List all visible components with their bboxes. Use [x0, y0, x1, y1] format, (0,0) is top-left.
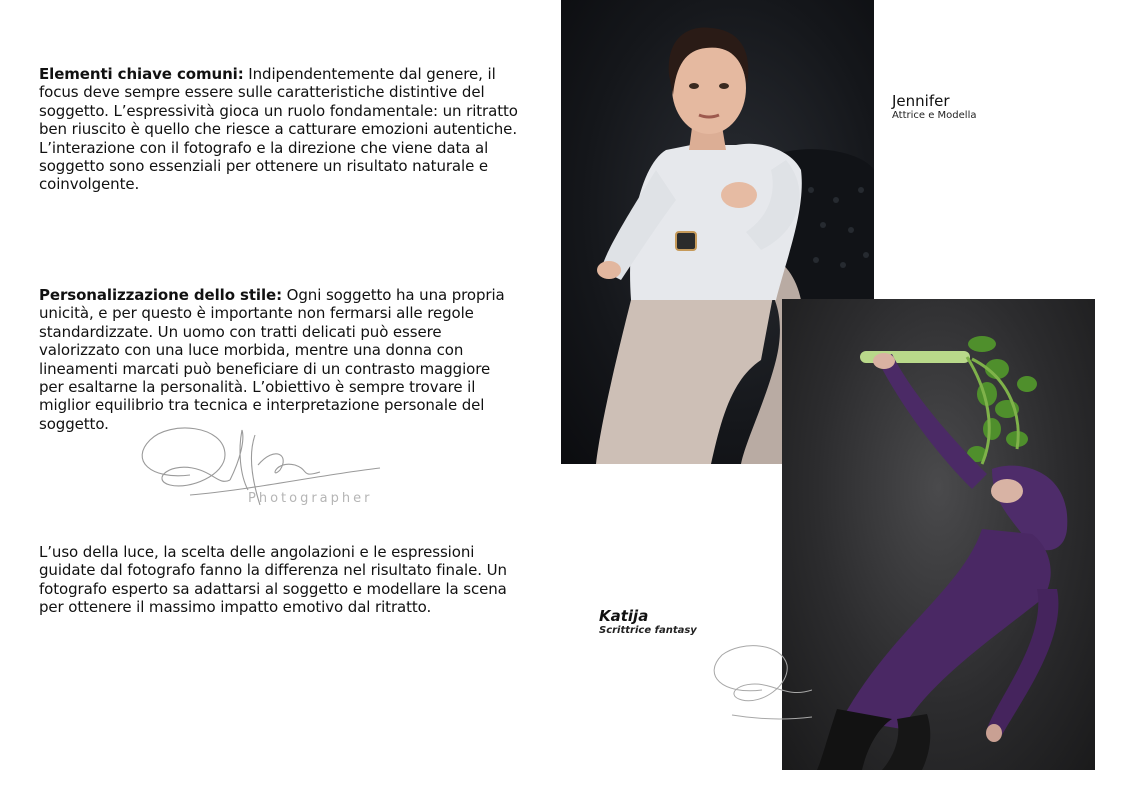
paragraph-body: Indipendentemente dal genere, il focus deve sempre essere sulle caratteristiche distintive del soggetto. L’espressività gioca un ruolo fondamentale: un ritratto ben riuscito è quello che riesce a catturare emozioni autentiche. L’interazione con il fotografo e la direzione che viene data al soggetto sono essenziali per ottenere un risultato naturale e coinvolgente.	[39, 65, 518, 194]
signature-watermark-mark	[702, 635, 812, 730]
paragraph-light-usage	[39, 543, 519, 617]
paragraph-style-personalization	[39, 286, 519, 433]
photo-caption-role: Attrice e Modella	[892, 110, 977, 121]
paragraph-heading: Personalizzazione dello stile:	[39, 286, 282, 304]
paragraph-common-elements	[39, 65, 519, 194]
paragraph-body: L’uso della luce, la scelta delle angolazioni e le espressioni guidate dal fotografo fanno la differenza nel risultato finale. Un fotografo esperto sa adattarsi al soggetto e modellare la scena per ottenere il massimo impatto emotivo dal ritratto.	[39, 543, 507, 617]
photo-caption-name: Jennifer	[892, 92, 950, 110]
portrait-photo-katija	[782, 299, 1095, 770]
photo-caption-name: Katija	[599, 607, 649, 625]
portrait-illustration	[782, 299, 1095, 770]
signature-photographer-text: Photographer	[248, 491, 373, 506]
paragraph-heading: Elementi chiave comuni:	[39, 65, 244, 83]
paragraph-body: Ogni soggetto ha una propria unicità, e per questo è importante non fermarsi alle regole standardizzate. Un uomo con tratti delicati può essere valorizzato con una luce morbida, mentre una donna con lineamenti marcati può beneficiare di un contrasto maggiore per esaltarne la personalità. L’obiettivo è sempre trovare il miglior equilibrio tra tecnica e interpretazione personale del soggetto.	[39, 286, 505, 433]
photo-caption-role: Scrittrice fantasy	[599, 625, 697, 636]
